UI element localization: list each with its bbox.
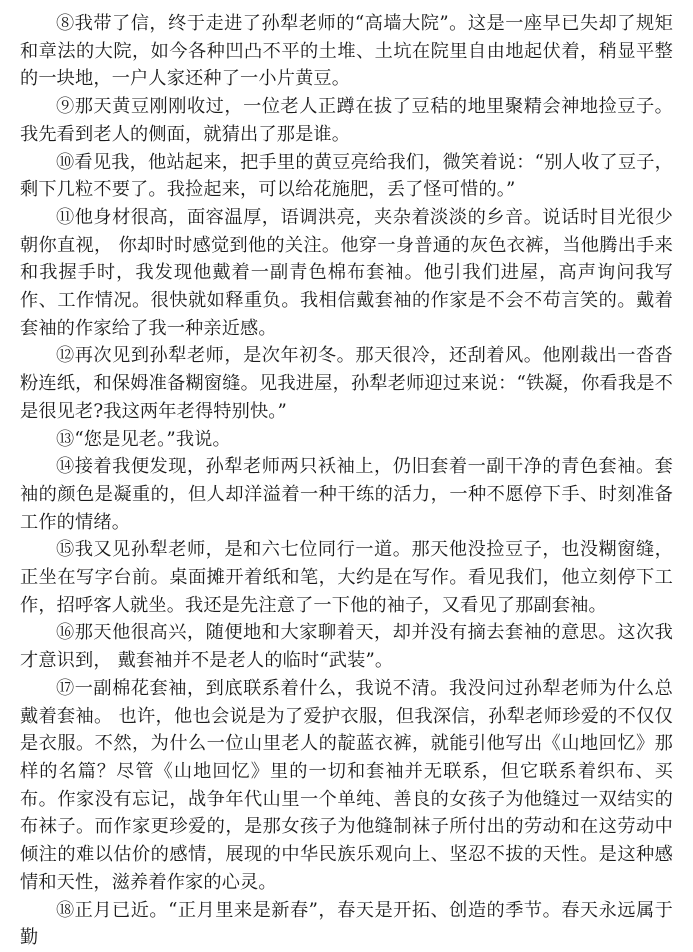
- paragraph-14: ⑭接着我便发现，孙犁老师两只袄袖上，仍旧套着一副干净的青色套袖。套袖的颜色是凝重的，但人却洋溢着一种干练的活力，一种不愿停下手、时刻准备工作的情绪。: [20, 456, 673, 533]
- paragraph-9: ⑨那天黄豆刚刚收过，一位老人正蹲在拔了豆秸的地里聚精会神地捡豆子。我先看到老人的侧面，就猜出了那是谁。: [20, 96, 673, 145]
- paragraph-10: ⑩看见我，他站起来，把手里的黄豆亮给我们，微笑着说：“别人收了豆子，剩下几粒不要了。我捡起来，可以给花施肥，丢了怪可惜的。”: [20, 151, 673, 201]
- paragraph-8: ⑧我带了信，终于走进了孙犁老师的“高墙大院”。这是一座早已失却了规矩和章法的大院，如今各种凹凸不平的土堆、土坑在院里自由地起伏着，稍显平整的一块地，一户人家还种了一小片黄豆。: [20, 13, 673, 90]
- paragraph-15: ⑮我又见孙犁老师，是和六七位同行一道。那天他没捡豆子，也没糊窗缝，正坐在写字台前。桌面摊开着纸和笔，大约是在写作。看见我们，他立刻停下工作，招呼客人就坐。我还是先注意了一下他的袖子，又看见了那副套袖。: [20, 539, 673, 616]
- paragraph-16: ⑯那天他很高兴，随便地和大家聊着天，却并没有摘去套袖的意思。这次我才意识到， 戴套袖并不是老人的临时“武装”。: [20, 622, 673, 672]
- paragraph-13: ⑬“您是见老。”我说。: [56, 428, 231, 450]
- paragraph-11: ⑪他身材很高，面容温厚，语调洪亮，夹杂着淡淡的乡音。说话时目光很少朝你直视， 你却时时感觉到他的关注。他穿一身普通的灰色衣裤，当他腾出手来和我握手时，我发现他戴着一副青色棉布套袖。他引我们进屋，高声询问我写作、工作情况。很快就如释重负。我相信戴套袖的作家是不会不苟言笑的。戴着套袖的作家给了我一种亲近感。: [20, 206, 673, 339]
- paragraph-12: ⑫再次见到孙犁老师，是次年初冬。那天很冷，还刮着风。他刚裁出一沓沓粉连纸，和保姆准备糊窗缝。见我进屋，孙犁老师迎过来说：“铁凝，你看我是不是很见老?我这两年老得特别快。”: [20, 345, 673, 422]
- paragraph-18: ⑱正月已近。“正月里来是新春”，春天是开拓、创造的季节。春天永远属于勤: [20, 899, 673, 949]
- paragraph-17: ⑰一副棉花套袖，到底联系着什么，我说不清。我没问过孙犁老师为什么总戴着套袖。 也许，他也会说是为了爱护衣服，但我深信，孙犁老师珍爱的不仅仅是衣服。不然，为什么一位山里老人的靛蓝衣裤，就能引他写出《山地回忆》那样的名篇？尽管《山地回忆》里的一切和套袖并无联系，但它联系着织布、买布。作家没有忘记，战争年代山里一个单纯、善良的女孩子为他缝过一双结实的布袜子。而作家更珍爱的，是那女孩子为他缝制袜子所付出的劳动和在这劳动中倾注的难以估价的感情，展现的中华民族乐观向上、坚忍不拔的天性。是这种感情和天性，滋养着作家的心灵。: [20, 677, 673, 893]
